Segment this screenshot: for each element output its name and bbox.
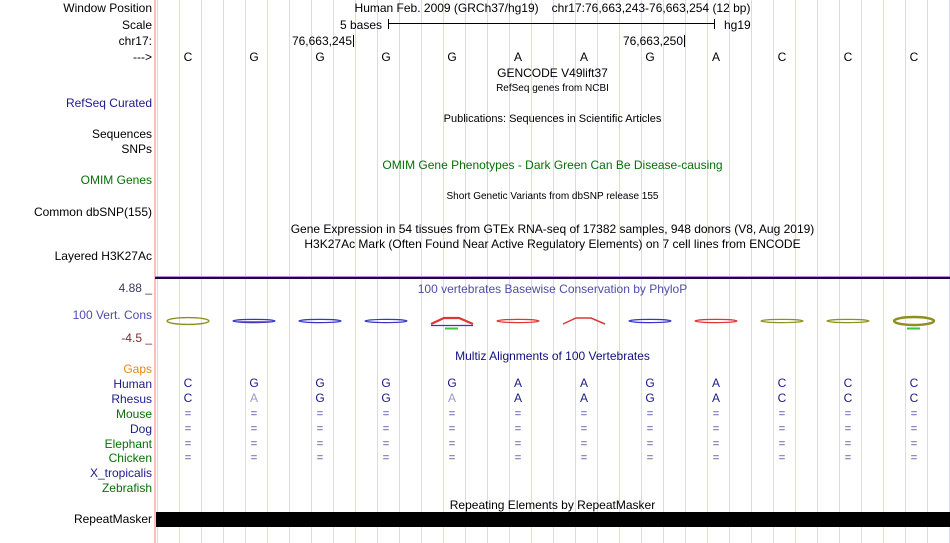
- alignment-cell: =: [250, 408, 258, 420]
- alignment-cell: =: [316, 452, 324, 464]
- alignment-cell: =: [844, 438, 852, 450]
- coord-right-label: 76,663,250: [622, 34, 683, 48]
- conservation-wiggle-track[interactable]: [155, 313, 950, 333]
- conservation-wiggle-glyph[interactable]: [824, 313, 872, 331]
- alignment-cell: =: [184, 408, 192, 420]
- conservation-wiggle-glyph[interactable]: [890, 313, 938, 331]
- position-title-row: [155, 1, 950, 15]
- alignment-cell: =: [580, 423, 588, 435]
- species-label-gaps[interactable]: Gaps: [123, 362, 152, 376]
- alignment-cell: =: [712, 452, 720, 464]
- repeatmasker-bar[interactable]: [156, 512, 950, 527]
- alignment-cell: =: [580, 408, 588, 420]
- alignment-cell: G: [315, 391, 325, 405]
- species-label-chicken[interactable]: Chicken: [108, 451, 152, 465]
- alignment-cell: C: [777, 391, 787, 405]
- alignment-cell: A: [447, 391, 456, 405]
- conservation-max-label: 4.88 _: [118, 281, 152, 295]
- alignment-cell: =: [382, 423, 390, 435]
- strand-arrow: --->: [133, 50, 152, 64]
- base-letter: C: [777, 50, 787, 64]
- alignment-cell: =: [580, 438, 588, 450]
- alignment-cell: A: [711, 376, 720, 390]
- coord-left-label: 76,663,245: [291, 34, 352, 48]
- alignment-cell: =: [250, 452, 258, 464]
- base-letter: A: [711, 50, 720, 64]
- alignment-cell: =: [382, 452, 390, 464]
- conservation-wiggle-glyph[interactable]: [692, 313, 740, 331]
- alignment-cell: G: [381, 391, 391, 405]
- assembly-title: Human Feb. 2009 (GRCh37/hg19): [354, 1, 539, 15]
- alignment-cell: =: [184, 438, 192, 450]
- alignment-cell: =: [844, 452, 852, 464]
- alignment-cell: C: [909, 391, 919, 405]
- alignment-layer: [0, 362, 950, 502]
- base-letter: G: [645, 50, 655, 64]
- separator-shadow: [155, 277, 950, 279]
- species-label-dog[interactable]: Dog: [129, 422, 152, 436]
- alignment-cell: =: [382, 408, 390, 420]
- species-label-rhesus[interactable]: Rhesus: [111, 392, 152, 406]
- scale-bracket: [388, 19, 715, 29]
- scale-label: Scale: [121, 18, 152, 32]
- alignment-cell: G: [645, 391, 655, 405]
- species-label-x_tropicalis[interactable]: X_tropicalis: [89, 466, 152, 480]
- alignment-cell: G: [315, 376, 325, 390]
- omim-track-title[interactable]: OMIM Gene Phenotypes - Dark Green Can Be Disease-causing: [382, 158, 723, 172]
- conservation-wiggle-glyph[interactable]: [758, 313, 806, 331]
- snps-track-label[interactable]: SNPs: [121, 142, 152, 156]
- alignment-cell: =: [844, 423, 852, 435]
- alignment-cell: G: [249, 376, 259, 390]
- conservation-wiggle-glyph[interactable]: [296, 313, 344, 331]
- conservation-wiggle-glyph[interactable]: [494, 313, 542, 331]
- conservation-wiggle-glyph[interactable]: [230, 313, 278, 331]
- alignment-cell: =: [910, 423, 918, 435]
- base-letter: C: [843, 50, 853, 64]
- phylop-track-title[interactable]: 100 vertebrates Basewise Conservation by PhyloP: [417, 282, 688, 296]
- alignment-cell: =: [514, 452, 522, 464]
- alignment-cell: =: [910, 438, 918, 450]
- conservation-min-label: -4.5 _: [121, 331, 152, 345]
- alignment-cell: =: [514, 423, 522, 435]
- refseq-curated-track-label[interactable]: RefSeq Curated: [65, 96, 152, 110]
- alignment-cell: A: [579, 376, 588, 390]
- alignment-cell: =: [514, 438, 522, 450]
- alignment-cell: =: [712, 423, 720, 435]
- alignment-cell: A: [579, 391, 588, 405]
- alignment-cell: =: [910, 408, 918, 420]
- scale-value: 5 bases: [339, 18, 382, 32]
- base-letter: G: [447, 50, 457, 64]
- alignment-cell: =: [448, 438, 456, 450]
- track-separator-line: [155, 276, 950, 279]
- alignment-cell: =: [844, 408, 852, 420]
- base-letter: C: [909, 50, 919, 64]
- conservation-wiggle-glyph[interactable]: [626, 313, 674, 331]
- gtex-track-title[interactable]: Gene Expression in 54 tissues from GTEx RNA-seq of 17382 samples, 948 donors (V8, Aug 2019): [290, 222, 815, 236]
- alignment-cell: =: [250, 423, 258, 435]
- conservation-track-label[interactable]: 100 Vert. Cons: [72, 308, 152, 322]
- common-dbsnp-track-label[interactable]: Common dbSNP(155): [33, 205, 152, 219]
- alignment-cell: A: [249, 391, 258, 405]
- alignment-cell: =: [316, 438, 324, 450]
- alignment-cell: C: [843, 391, 853, 405]
- window-position-label: Window Position: [63, 1, 152, 15]
- alignment-cell: =: [448, 408, 456, 420]
- gencode-track-title[interactable]: GENCODE V49lift37: [497, 66, 608, 80]
- coord-right-tick: [684, 35, 685, 47]
- base-letter: G: [381, 50, 391, 64]
- conservation-wiggle-glyph[interactable]: [560, 313, 608, 331]
- alignment-cell: =: [184, 452, 192, 464]
- chromosome-label: chr17:: [118, 34, 152, 48]
- alignment-cell: C: [183, 376, 193, 390]
- alignment-cell: =: [778, 452, 786, 464]
- alignment-cell: =: [778, 438, 786, 450]
- alignment-cell: =: [514, 408, 522, 420]
- base-letter: C: [183, 50, 193, 64]
- base-letter: A: [513, 50, 522, 64]
- alignment-cell: =: [646, 452, 654, 464]
- conservation-wiggle-glyph[interactable]: [362, 313, 410, 331]
- coord-left-tick: [353, 35, 354, 47]
- alignment-cell: G: [447, 376, 457, 390]
- alignment-cell: C: [843, 376, 853, 390]
- dbsnp-track-title[interactable]: Short Genetic Variants from dbSNP release 155: [446, 191, 659, 202]
- conservation-wiggle-glyph[interactable]: [428, 313, 476, 331]
- alignment-cell: =: [778, 408, 786, 420]
- alignment-cell: =: [778, 423, 786, 435]
- base-row: [155, 50, 950, 64]
- multiz-track-title[interactable]: Multiz Alignments of 100 Vertebrates: [455, 349, 650, 363]
- species-label-mouse[interactable]: Mouse: [115, 407, 152, 421]
- alignment-cell: =: [316, 423, 324, 435]
- repeatmasker-track-label[interactable]: RepeatMasker: [73, 512, 152, 526]
- alignment-cell: C: [183, 391, 193, 405]
- species-label-zebrafish[interactable]: Zebrafish: [101, 481, 152, 495]
- base-letter: A: [579, 50, 588, 64]
- alignment-cell: =: [448, 423, 456, 435]
- alignment-cell: =: [910, 452, 918, 464]
- assembly-tag: hg19: [724, 18, 751, 32]
- repeatmasker-track-title[interactable]: Repeating Elements by RepeatMasker: [449, 498, 656, 512]
- refseq-ncbi-subtitle[interactable]: RefSeq genes from NCBI: [496, 83, 609, 94]
- species-label-human[interactable]: Human: [113, 377, 152, 391]
- alignment-cell: =: [712, 438, 720, 450]
- omim-genes-track-label[interactable]: OMIM Genes: [80, 173, 152, 187]
- alignment-cell: =: [646, 408, 654, 420]
- h3k27ac-track-title[interactable]: H3K27Ac Mark (Often Found Near Active Regulatory Elements) on 7 cell lines from ENCODE: [304, 237, 801, 251]
- alignment-cell: G: [381, 376, 391, 390]
- conservation-wiggle-glyph[interactable]: [164, 313, 212, 331]
- alignment-cell: =: [184, 423, 192, 435]
- alignment-cell: =: [580, 452, 588, 464]
- alignment-cell: A: [711, 391, 720, 405]
- sequences-track-label[interactable]: Sequences: [91, 127, 152, 141]
- alignment-cell: =: [646, 438, 654, 450]
- alignment-cell: =: [712, 408, 720, 420]
- species-label-elephant[interactable]: Elephant: [104, 437, 152, 451]
- alignment-cell: C: [909, 376, 919, 390]
- publications-track-title[interactable]: Publications: Sequences in Scientific Articles: [443, 113, 662, 125]
- alignment-cell: G: [645, 376, 655, 390]
- alignment-cell: C: [777, 376, 787, 390]
- alignment-cell: =: [646, 423, 654, 435]
- alignment-cell: =: [316, 408, 324, 420]
- range-title: chr17:76,663,243-76,663,254 (12 bp): [551, 1, 751, 15]
- base-letter: G: [249, 50, 259, 64]
- base-letter: G: [315, 50, 325, 64]
- alignment-cell: A: [513, 391, 522, 405]
- alignment-cell: A: [513, 376, 522, 390]
- alignment-cell: =: [382, 438, 390, 450]
- alignment-cell: =: [250, 438, 258, 450]
- layered-h3k27ac-track-label[interactable]: Layered H3K27Ac: [54, 249, 152, 263]
- alignment-cell: =: [448, 452, 456, 464]
